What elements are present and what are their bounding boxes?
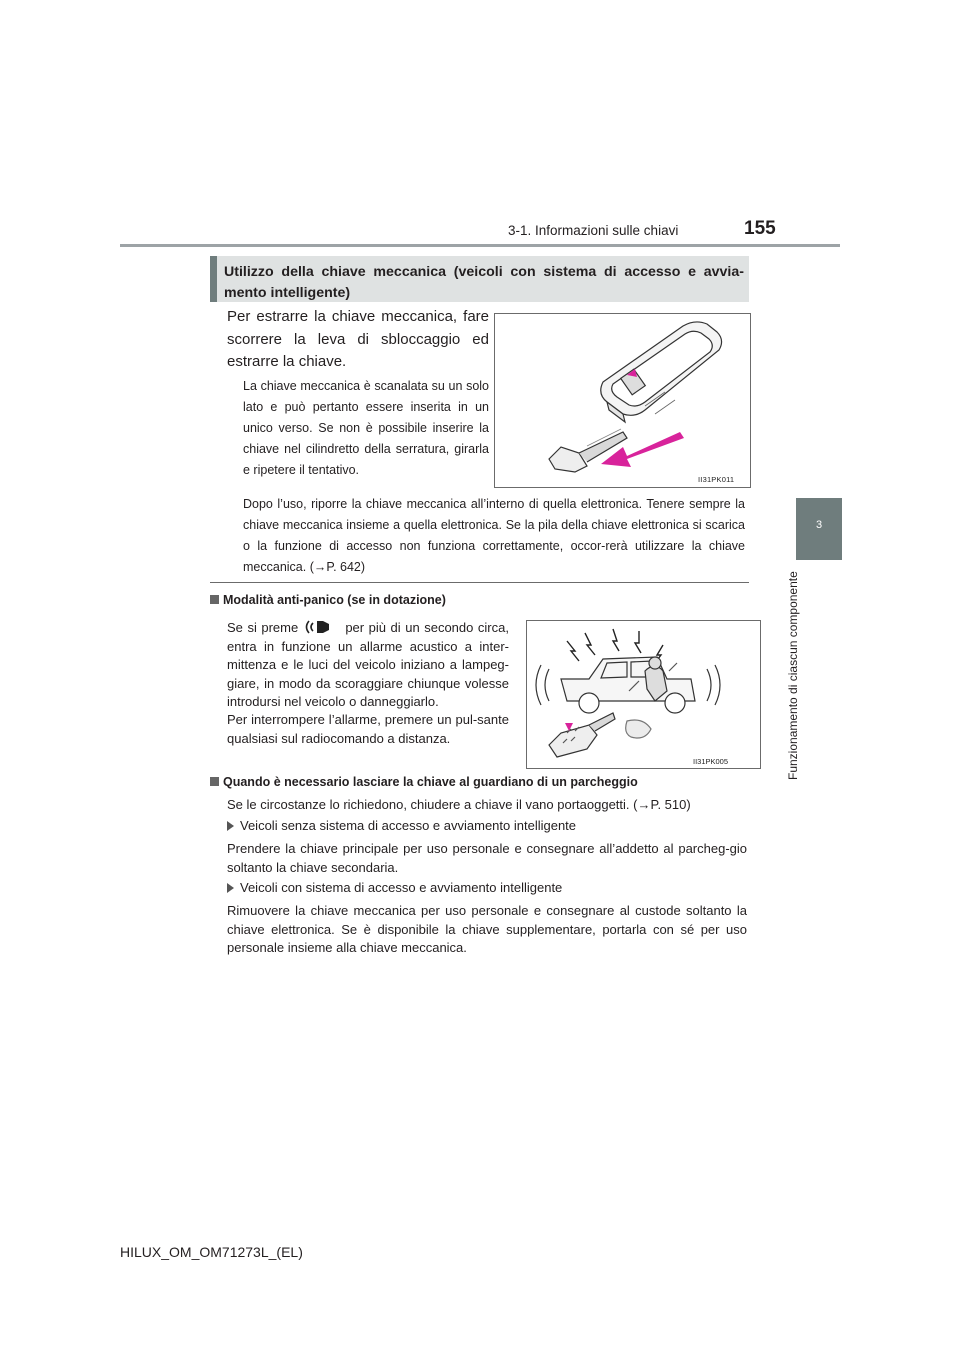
section-title: Utilizzo della chiave meccanica (veicoli con sistema di accesso e avvia-mento intelligente) xyxy=(224,264,744,301)
section-header-bar xyxy=(210,256,217,302)
figure-panic-alarm xyxy=(526,620,761,769)
panic-stop-paragraph: Per interrompere l’allarme, premere un pul-sante qualsiasi sul radiocomando a distanza. xyxy=(227,712,509,746)
note-paragraph: La chiave meccanica è scanalata su un solo lato e può pertanto essere inserita in un unico verso. Se non è possibile inserire la chiave nel cilindretto della serratura, girarla e ripetere il tentativo. xyxy=(243,379,489,477)
note-paragraph-2: Dopo l’uso, riporre la chiave meccanica all’interno di quella elettronica. Tenere sempre la chiave meccanica insieme a quella elettronica. Se la pila della chiave elettronica si scarica o la funzione di accesso non funziona correttamente, occor-rerà utilizzare la chiave meccanica. (→P. 642) xyxy=(243,497,745,574)
panic-heading xyxy=(210,593,446,607)
square-bullet-icon xyxy=(210,777,219,786)
valet-bullet-1-text: Veicoli senza sistema di accesso e avviamento intelligente xyxy=(240,818,577,833)
panic-button-icon xyxy=(303,619,341,635)
panic-heading-text: Modalità anti-panico (se in dotazione) xyxy=(223,593,446,607)
figure2-code: II31PK005 xyxy=(693,757,729,766)
chapter-title xyxy=(783,571,803,780)
section-header xyxy=(210,256,749,302)
section-reference: 3-1. Informazioni sulle chiavi xyxy=(508,223,679,238)
panic-paragraph xyxy=(227,619,509,712)
valet-bullet-2 xyxy=(227,880,562,895)
lead-paragraph: Per estrarre la chiave meccanica, fare scorrere la leva di sbloccaggio ed estrarre la chiave. xyxy=(227,308,489,370)
chapter-number: 3 xyxy=(815,519,823,531)
document-code: HILUX_OM_OM71273L_(EL) xyxy=(120,1244,303,1260)
alarm-illustration xyxy=(527,621,760,768)
smart-key-illustration xyxy=(495,314,750,487)
triangle-bullet-icon xyxy=(227,883,234,893)
valet-bullet-2-text: Veicoli con sistema di accesso e avviamento intelligente xyxy=(240,880,563,895)
valet-bullet-1 xyxy=(227,818,576,833)
header-rule xyxy=(120,244,840,247)
valet-text-2: Rimuovere la chiave meccanica per uso personale e consegnare al custode soltanto la chiave elettronica. Se è disponibile la chiave supplementare, portarla con sé per uso personale insieme alla chiave meccanica. xyxy=(227,903,747,955)
figure-mechanical-key xyxy=(494,313,751,488)
section-divider xyxy=(210,582,749,583)
panic-text-before: Se si preme xyxy=(227,620,299,635)
valet-text-1: Prendere la chiave principale per uso personale e consegnare all’addetto al parcheg-gio soltanto la chiave secondaria. xyxy=(227,841,747,875)
panic-text-after: per più di un secondo circa, entra in funzione un allarme acustico a inter-mittenza e le luci del veicolo iniziano a lampeg-giare, in modo da scoraggiare chiunque volesse introdursi nel veicolo o danneggiarlo. xyxy=(227,620,509,709)
square-bullet-icon xyxy=(210,595,219,604)
chapter-title-text: Funzionamento di ciascun componente xyxy=(786,571,800,780)
triangle-bullet-icon xyxy=(227,821,234,831)
figure1-code: II31PK011 xyxy=(698,475,735,484)
valet-heading xyxy=(210,775,638,789)
valet-intro: Se le circostanze lo richiedono, chiudere a chiave il vano portaoggetti. (→P. 510) xyxy=(227,797,691,812)
valet-heading-text: Quando è necessario lasciare la chiave al guardiano di un parcheggio xyxy=(223,775,638,789)
page-number: 155 xyxy=(744,218,776,239)
